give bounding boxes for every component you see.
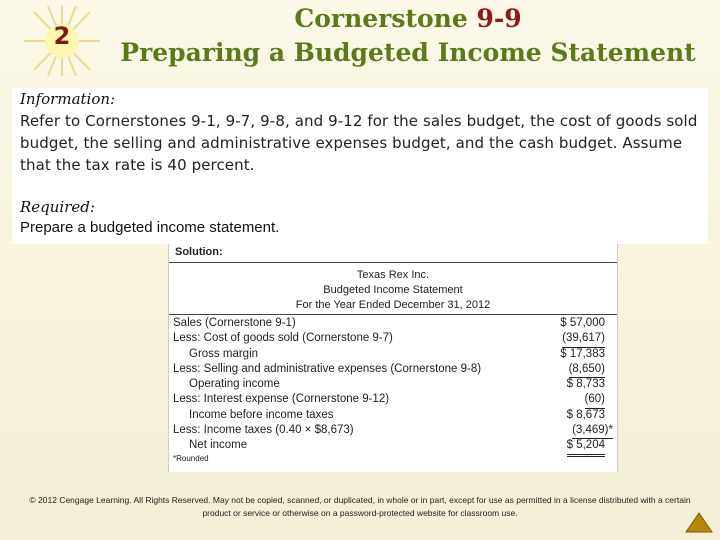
page-title — [108, 2, 708, 68]
row-label: Net income — [189, 439, 248, 452]
row-label: Less: Selling and administrative expenses (Cornerstone 9-8) — [173, 362, 482, 375]
statement-row — [169, 392, 617, 407]
row-label: Less: Cost of goods sold (Cornerstone 9-7) — [173, 332, 393, 345]
statement-row — [169, 316, 617, 331]
statement-row — [169, 438, 617, 453]
statement-row — [169, 331, 617, 346]
divider — [169, 262, 617, 263]
title-number: 9-9 — [476, 4, 522, 33]
title-prefix: Cornerstone — [294, 4, 468, 33]
row-label: Less: Income taxes (0.40 × $8,673) — [173, 424, 354, 437]
row-label: Income before income taxes — [189, 408, 334, 421]
information-body: Refer to Cornerstones 9-1, 9-7, 9-8, and 9-12 for the sales budget, the cost of goods sold budget, the selling and administrative expenses budget, and the cash budget. Assume that the tax rate is 40 percent. — [20, 112, 698, 174]
row-amount: (3,469)* — [572, 423, 613, 439]
copyright-notice: © 2012 Cengage Learning. All Rights Reserved. May not be copied, scanned, or duplicated, in whole or in part, except for use as permitted in a license distributed with a certain product or service or otherwise on a password-protected website for classroom use. — [29, 495, 691, 518]
footnote: *Rounded — [173, 454, 209, 463]
statement-row — [169, 362, 617, 377]
row-label: Gross margin — [189, 347, 259, 360]
statement-row — [169, 377, 617, 392]
divider — [169, 314, 617, 315]
row-amount: (8,650) — [569, 362, 605, 378]
information-panel — [12, 88, 708, 244]
required-heading: Required: — [20, 198, 95, 216]
row-amount: $ 17,383 — [560, 347, 605, 360]
statement-row — [169, 347, 617, 362]
page-subtitle: Preparing a Budgeted Income Statement — [120, 38, 696, 67]
solution-label: Solution: — [175, 246, 223, 258]
chapter-badge: 2 — [53, 22, 71, 50]
required-body: Prepare a budgeted income statement. — [20, 219, 280, 236]
row-amount: $ 8,673 — [566, 408, 605, 421]
row-label: Operating income — [189, 378, 280, 391]
row-amount: $ 5,204 — [567, 438, 605, 456]
row-label: Sales (Cornerstone 9-1) — [173, 317, 296, 329]
row-amount: (39,617) — [562, 331, 605, 347]
row-amount: (60) — [585, 392, 605, 408]
row-amount: $ 57,000 — [560, 317, 605, 329]
statement-row — [169, 408, 617, 423]
row-label: Less: Interest expense (Cornerstone 9-12) — [173, 393, 390, 406]
company-name: Texas Rex Inc. — [356, 269, 430, 281]
row-amount: $ 8,733 — [566, 378, 605, 391]
next-arrow-icon[interactable] — [684, 510, 714, 534]
statement-period: For the Year Ended December 31, 2012 — [295, 299, 491, 311]
solution-panel — [168, 244, 618, 472]
statement-row — [169, 423, 617, 438]
information-heading: Information: — [20, 90, 116, 108]
income-statement-table — [169, 316, 617, 454]
statement-title: Budgeted Income Statement — [323, 284, 463, 296]
